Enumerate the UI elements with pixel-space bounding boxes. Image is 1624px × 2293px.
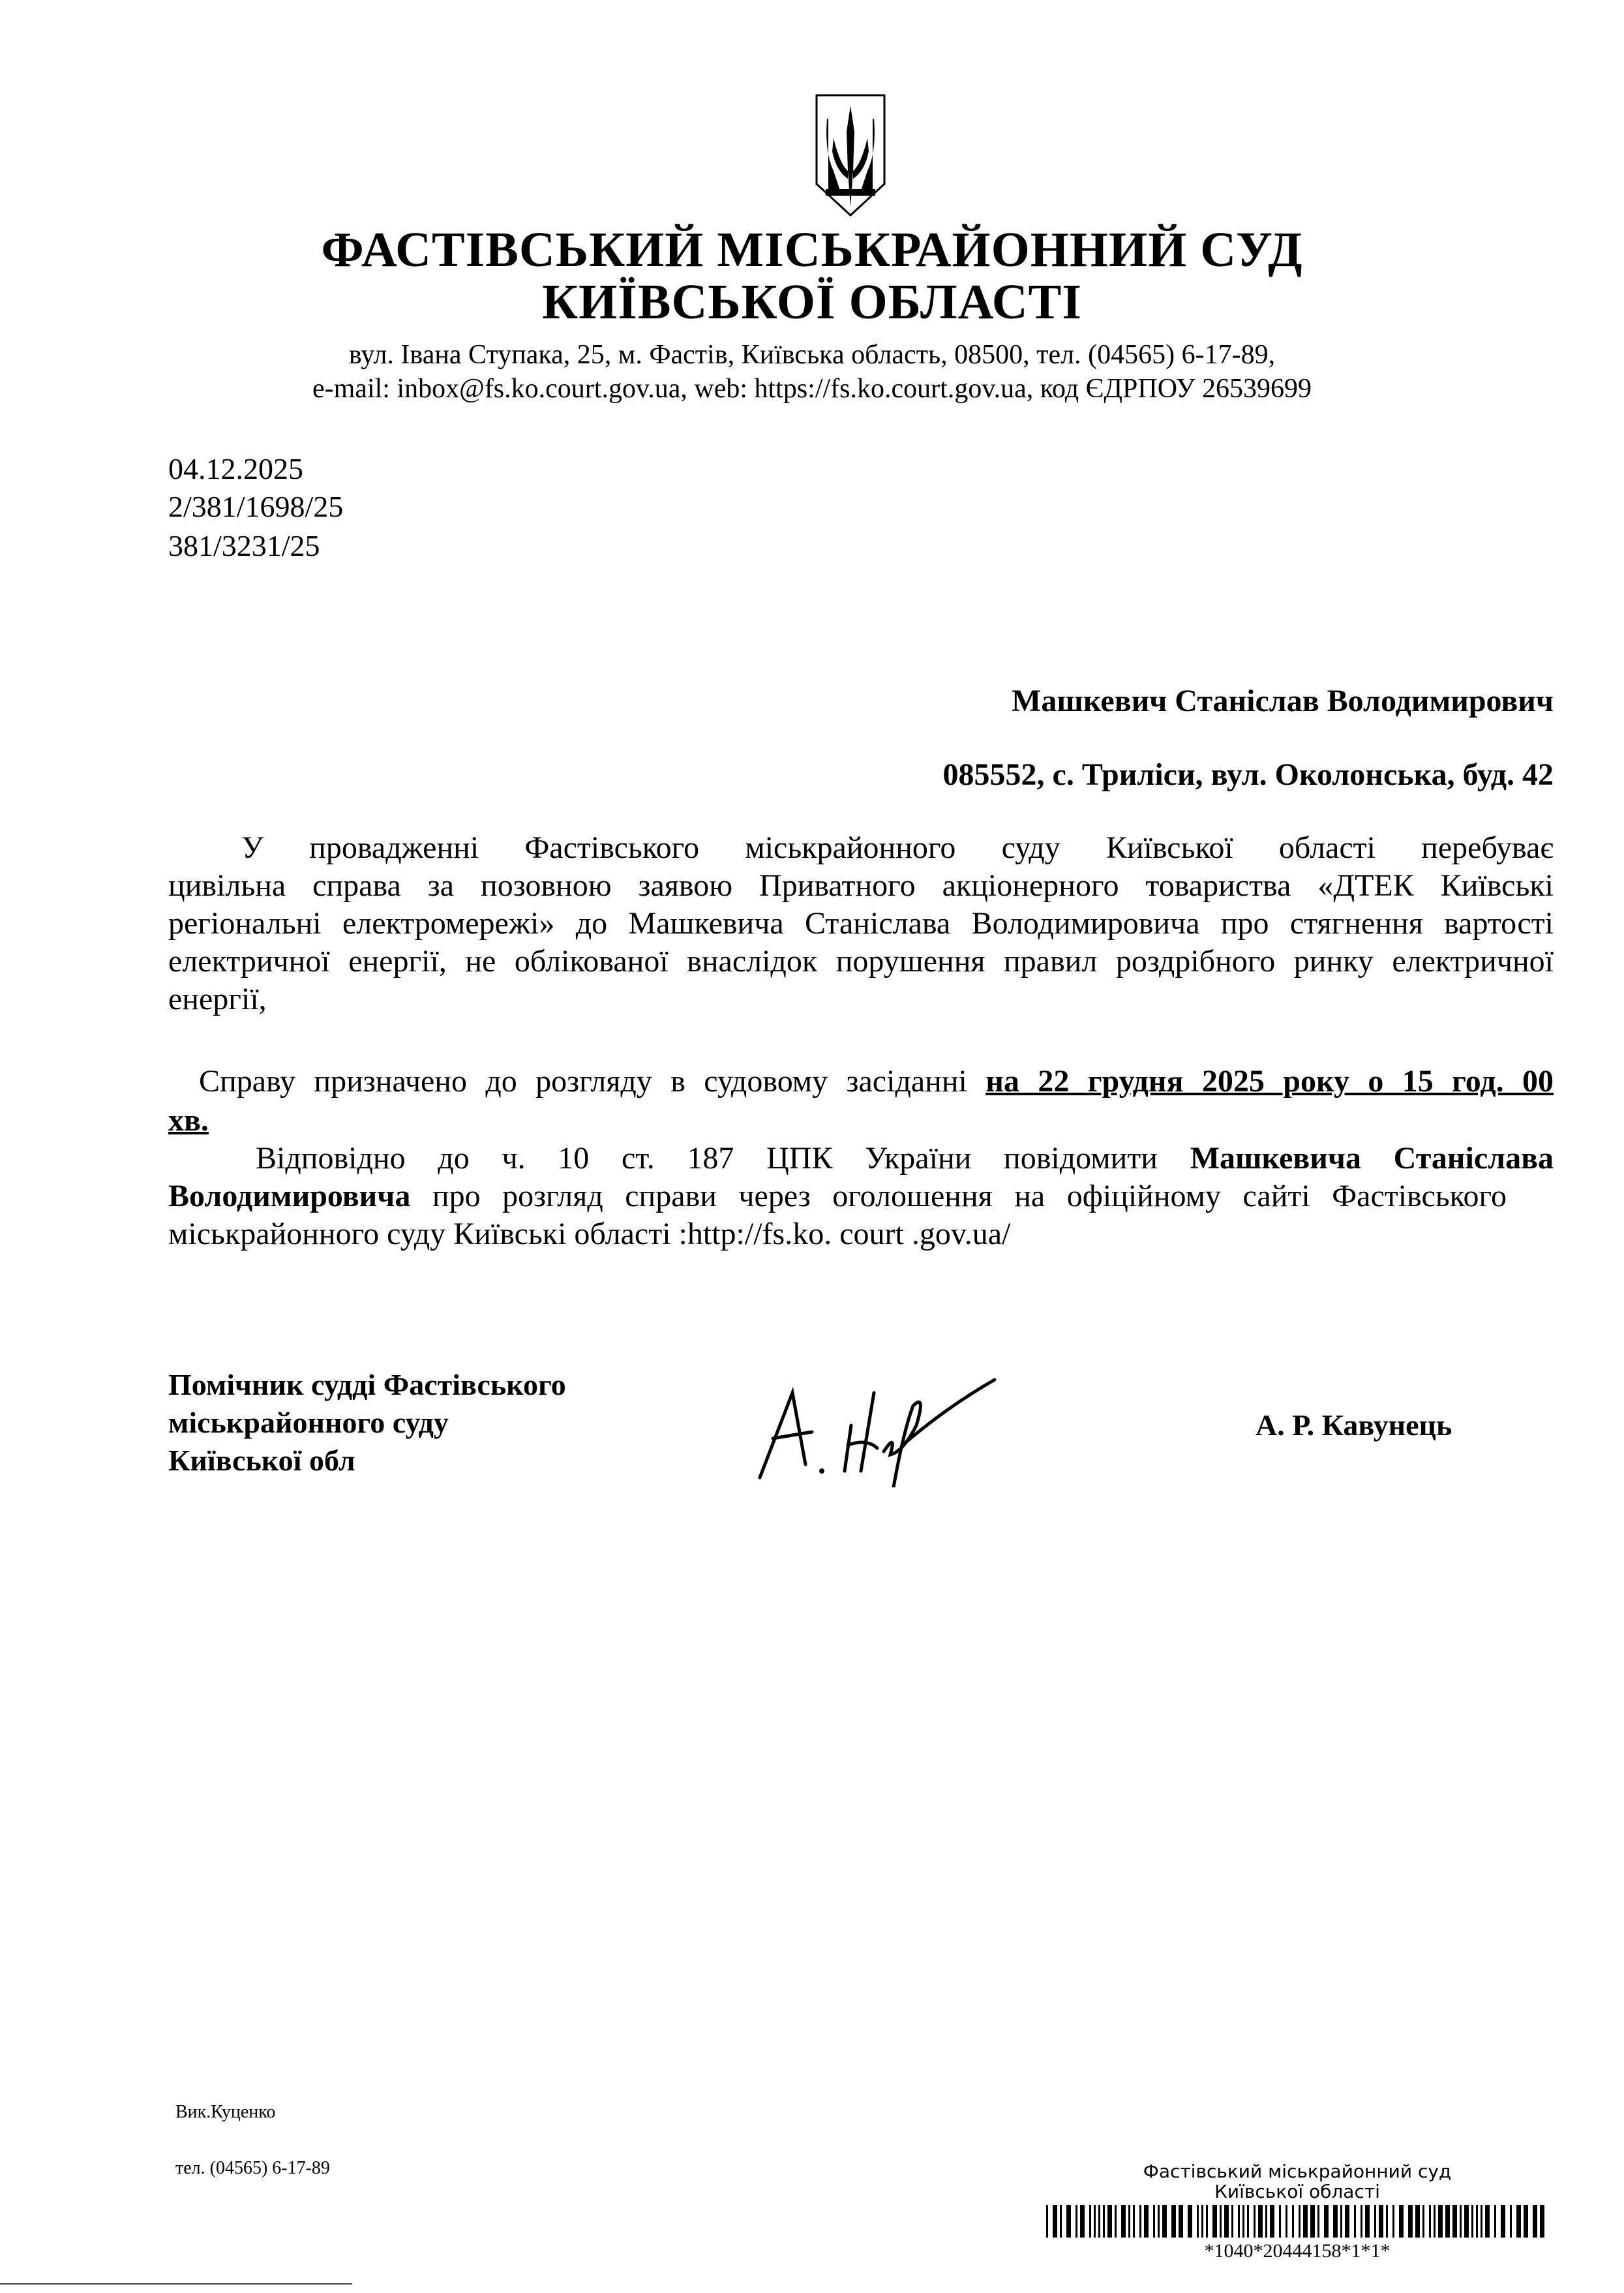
barcode-bar	[1265, 2205, 1267, 2238]
barcode-bar	[1438, 2205, 1443, 2238]
barcode-bar	[1060, 2205, 1062, 2238]
barcode-bar	[1386, 2205, 1388, 2238]
barcode-bar	[1231, 2205, 1233, 2238]
barcode-bar	[1247, 2205, 1249, 2238]
barcode-bar	[1201, 2205, 1203, 2238]
signer-position: Київської обл	[168, 1444, 355, 1477]
signer-name: А. Р. Кавунець	[1256, 1408, 1452, 1442]
barcode-bar	[1299, 2205, 1301, 2238]
barcode-bar	[1361, 2205, 1362, 2238]
barcode-bar	[1153, 2205, 1155, 2238]
barcode-bar	[1206, 2205, 1208, 2238]
barcode-bar	[1279, 2205, 1281, 2238]
barcode-bar	[1066, 2205, 1071, 2238]
barcode-bar	[1197, 2205, 1199, 2238]
barcode-bar	[1379, 2205, 1383, 2238]
barcode-bar	[1533, 2205, 1537, 2238]
barcode-bar	[1422, 2205, 1424, 2238]
court-contacts: e-mail: inbox@fs.ko.court.gov.ua, web: https://fs.ko.court.gov.ua, код ЄДРПОУ 26539699	[312, 374, 1312, 404]
barcode-bar	[1345, 2205, 1349, 2238]
barcode-bar	[1374, 2205, 1376, 2238]
barcode-bar	[1220, 2205, 1222, 2238]
barcode-bar	[1365, 2205, 1370, 2238]
barcode-bar	[1354, 2205, 1356, 2238]
barcode-bar	[1094, 2205, 1096, 2238]
court-name-line1: ФАСТІВСЬКИЙ МІСЬКРАЙОННИЙ СУД	[321, 222, 1303, 277]
barcode-bar	[1089, 2205, 1091, 2238]
executor-phone: тел. (04565) 6-17-89	[175, 2158, 330, 2178]
barcode-bar	[1485, 2205, 1490, 2238]
barcode-bar	[1292, 2205, 1294, 2238]
barcode-bar	[1158, 2205, 1160, 2238]
barcode-bar	[1270, 2205, 1274, 2238]
barcode-bar	[1242, 2205, 1244, 2238]
barcode-bar	[1080, 2205, 1085, 2238]
trident-emblem	[814, 93, 887, 218]
hearing-date: на 22 грудня 2025 року о 15 год. 00	[985, 1064, 1554, 1099]
barcode-bar	[1317, 2205, 1319, 2238]
barcode-bar	[1445, 2205, 1450, 2238]
barcode-bar	[1046, 2205, 1048, 2238]
barcode-bar	[1476, 2205, 1478, 2238]
barcode-bar	[1324, 2205, 1329, 2238]
notice-name: Машкевича Станіслава	[1190, 1141, 1554, 1176]
barcode-bar	[1103, 2205, 1105, 2238]
barcode-bar	[1510, 2205, 1512, 2238]
signer-position: міськрайонного суду	[168, 1406, 449, 1439]
barcode-bar	[1128, 2205, 1130, 2238]
stamp-region: Київської області	[1214, 2181, 1380, 2202]
barcode-bar	[1212, 2205, 1217, 2238]
barcode-bar	[1224, 2205, 1229, 2238]
barcode-bar	[1452, 2205, 1457, 2238]
barcode-bar	[1286, 2205, 1287, 2238]
scan-edge-line	[0, 2283, 352, 2285]
outgoing-number: 381/3231/25	[168, 529, 320, 562]
recipient-name: Машкевич Станіслав Володимирович	[1012, 684, 1554, 718]
hearing-date-end: хв.	[168, 1103, 209, 1138]
barcode-bar	[1408, 2205, 1413, 2238]
barcode-bar	[1481, 2205, 1482, 2238]
barcode-bar	[1188, 2205, 1192, 2238]
paragraph-line: У провадженні Фастівського міськрайонного суду Київської області перебуває	[241, 830, 1554, 865]
paragraph-line: цивільна справа за позовною заявою Приватного акціонерного товариства «ДТЕК Київські	[168, 868, 1554, 903]
barcode-bar	[1179, 2205, 1183, 2238]
barcode-bar	[1333, 2205, 1338, 2238]
barcode-bar	[1171, 2205, 1176, 2238]
court-name-line2: КИЇВСЬКОЇ ОБЛАСТІ	[542, 275, 1082, 329]
barcode-bar	[1429, 2205, 1431, 2238]
paragraph-line: електричної енергії, не облікованої внаслідок порушення правил роздрібного ринку електричної	[168, 944, 1554, 979]
barcode-bar	[1392, 2205, 1394, 2238]
paragraph-line: регіональні електромережі» до Машкевича Станіслава Володимировича про стягнення вартості	[168, 906, 1554, 941]
barcode-number: *1040*20444158*1*1*	[1204, 2240, 1391, 2262]
letter-date: 04.12.2025	[168, 452, 303, 485]
barcode-bar	[1139, 2205, 1141, 2238]
paragraph-line: енергії,	[168, 982, 267, 1016]
barcode-bar	[1133, 2205, 1135, 2238]
barcode-bar	[1464, 2205, 1469, 2238]
barcode-bar	[1075, 2205, 1077, 2238]
signer-position: Помічник судді Фастівського	[168, 1368, 566, 1401]
notice-name: Володимировича	[168, 1179, 411, 1213]
barcode-bar	[1144, 2205, 1149, 2238]
barcode-bar	[1310, 2205, 1315, 2238]
hearing-text: Справу призначено до розгляду в судовому засіданні	[199, 1064, 967, 1099]
barcode-bar	[1121, 2205, 1126, 2238]
notice-line: міськрайонного суду Київські області :http://fs.ko. court .gov.ua/	[168, 1217, 1011, 1251]
executor: Вик.Куценко	[175, 2102, 276, 2122]
notice-text: Відповідно до ч. 10 ст. 187 ЦПК України повідомити	[256, 1141, 1158, 1176]
recipient-address: 085552, с. Триліси, вул. Околонська, буд. 42	[942, 757, 1554, 792]
case-number: 2/381/1698/25	[168, 490, 344, 523]
notice-line	[168, 1178, 1507, 1214]
barcode-bar	[1494, 2205, 1496, 2238]
barcode-bar	[1115, 2205, 1117, 2238]
barcode	[1046, 2205, 1548, 2238]
barcode-bar	[1399, 2205, 1404, 2238]
barcode-bar	[1254, 2205, 1256, 2238]
barcode-bar	[1053, 2205, 1057, 2238]
barcode-bar	[1524, 2205, 1528, 2238]
barcode-bar	[1107, 2205, 1112, 2238]
barcode-bar	[1434, 2205, 1436, 2238]
barcode-bar	[1540, 2205, 1544, 2238]
barcode-bar	[1162, 2205, 1167, 2238]
barcode-bar	[1238, 2205, 1240, 2238]
hearing-line	[199, 1063, 1554, 1099]
barcode-bar	[1415, 2205, 1420, 2238]
barcode-bar	[1460, 2205, 1462, 2238]
handwritten-signature	[753, 1367, 1001, 1487]
barcode-bar	[1471, 2205, 1473, 2238]
barcode-bar	[1340, 2205, 1342, 2238]
barcode-bar	[1501, 2205, 1505, 2238]
notice-text: про розгляд справи через оголошення на офіційному сайті Фастівського	[432, 1179, 1507, 1213]
barcode-bar	[1303, 2205, 1308, 2238]
barcode-bar	[1258, 2205, 1263, 2238]
notice-line	[256, 1140, 1554, 1176]
stamp-court: Фастівський міськрайонний суд	[1143, 2161, 1452, 2182]
barcode-bar	[1516, 2205, 1521, 2238]
court-address: вул. Івана Ступака, 25, м. Фастів, Київська область, 08500, тел. (04565) 6-17-89,	[348, 340, 1276, 370]
barcode-bar	[1098, 2205, 1100, 2238]
